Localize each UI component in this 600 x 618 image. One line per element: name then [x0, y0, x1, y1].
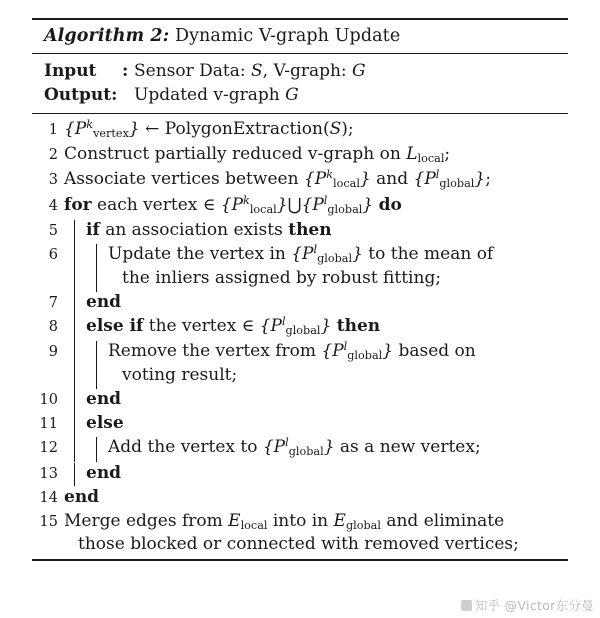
keyword-if: if: [86, 220, 100, 241]
io-block: [32, 54, 568, 113]
algorithm-line: [32, 118, 562, 142]
line-number: 14: [39, 489, 58, 506]
zhihu-logo-icon: [461, 600, 472, 611]
line-body: [64, 291, 562, 313]
line-continuation: voting result;: [122, 365, 238, 386]
line-number: 7: [48, 295, 58, 312]
line-number: 13: [39, 465, 58, 482]
input-value-pre: Sensor Data:: [134, 61, 252, 81]
keyword-end: end: [86, 292, 122, 313]
watermark-text: 知乎 @Victor东分曼: [474, 598, 594, 613]
line-body: [64, 388, 562, 410]
line-text: an association exists: [105, 220, 283, 241]
keyword-end: end: [86, 462, 122, 483]
input-sensor-symbol: S: [251, 61, 263, 81]
line-number: 6: [48, 247, 58, 264]
line-number: 15: [39, 513, 58, 530]
line-number: 8: [48, 319, 58, 335]
indent-bar: [74, 389, 75, 412]
algorithm-line: [32, 510, 562, 556]
indent-bar: [74, 437, 75, 462]
algorithm-line: [32, 340, 562, 386]
line-continuation: those blocked or connected with removed vertices;: [78, 534, 519, 555]
algorithm-title-row: [32, 20, 568, 53]
keyword-do: do: [378, 194, 402, 215]
line-number: 12: [39, 440, 58, 457]
line-number: 3: [48, 172, 58, 189]
keyword-else: else: [86, 413, 124, 434]
indent-bar: [96, 341, 97, 388]
keyword-end: end: [86, 389, 122, 410]
line-number: 10: [39, 392, 58, 409]
algorithm-line: [32, 219, 562, 241]
algorithm-block: [32, 18, 568, 561]
algorithm-line: [32, 436, 562, 460]
line-body: Add the vertex to $\{P^l_{global}\}$ as a new vertex;: [64, 436, 562, 460]
algorithm-line: [32, 412, 562, 434]
algorithm-line: [32, 486, 562, 508]
indent-bar: [74, 463, 75, 486]
line-number: 1: [48, 121, 58, 138]
line-body: Construct partially reduced v-graph on $L_{local}$;: [64, 143, 451, 166]
line-body: Associate vertices between $\{P^k_{local}\}$ and $\{P^l_{global}\}$;: [64, 168, 491, 191]
keyword-else-if: else if: [86, 316, 144, 336]
algorithm-line: [32, 168, 562, 192]
input-value-mid: , V-graph:: [262, 61, 353, 81]
bottom-rule: [32, 559, 568, 561]
line-body: for each vertex ∈ $\{P^k_{local}\}⋃\{P^l_{global}\}$ do: [64, 193, 402, 216]
algorithm-line: [32, 388, 562, 410]
keyword-then: then: [336, 316, 381, 336]
input-colon: :: [122, 61, 129, 81]
input-value: [134, 61, 366, 81]
line-body: [64, 462, 562, 484]
line-number: 5: [48, 223, 58, 240]
line-body: Merge edges from $E_{local}$ into in $E_{global}$ and eliminate those blocked or connected with removed vertices;: [64, 510, 562, 556]
line-body: [64, 412, 562, 434]
keyword-end: end: [64, 486, 100, 507]
input-label: Input: [44, 61, 97, 81]
keyword-for: for: [64, 194, 92, 215]
algorithm-lines: [32, 114, 568, 559]
watermark: [461, 596, 594, 614]
algorithm-title: Dynamic V-graph Update: [174, 26, 401, 46]
output-graph-symbol: G: [285, 85, 299, 105]
algorithm-line: [32, 243, 562, 289]
algorithm-line: [32, 194, 562, 218]
indent-bar: [96, 244, 97, 291]
output-value: [134, 85, 299, 105]
algorithm-line: [32, 291, 562, 313]
output-line: [44, 85, 558, 105]
indent-bar: [74, 413, 75, 436]
line-number: 11: [39, 416, 58, 433]
algorithm-line: [32, 143, 562, 167]
line-body: [64, 219, 562, 241]
indent-bar: [74, 244, 75, 291]
input-line: [44, 61, 558, 81]
output-label: Output:: [44, 85, 118, 105]
line-body: Remove the vertex from $\{P^l_{global}\}$ based on voting result;: [64, 340, 562, 386]
line-body: $\{P^k_{vertex}\}$ ← PolygonExtraction(S);: [64, 117, 354, 140]
indent-bar: [74, 220, 75, 243]
keyword-then: then: [288, 220, 332, 241]
output-value-pre: Updated v-graph: [134, 85, 286, 105]
indent-bar: [74, 316, 75, 341]
algorithm-line: [32, 315, 562, 339]
indent-bar: [74, 341, 75, 388]
line-body: else if the vertex ∈ $\{P^l_{global}\}$ then: [64, 315, 562, 339]
line-number: 9: [48, 344, 58, 361]
line-continuation: the inliers assigned by robust fitting;: [122, 268, 442, 289]
input-graph-symbol: G: [352, 61, 366, 81]
line-number: 4: [48, 197, 58, 214]
algorithm-label: Algorithm 2:: [44, 26, 170, 46]
line-body: [64, 486, 562, 508]
line-number: 2: [48, 146, 58, 163]
indent-bar: [74, 292, 75, 315]
indent-bar: [96, 437, 97, 462]
line-body: Update the vertex in $\{P^l_{global}\}$ to the mean of the inliers assigned by robust fitting;: [64, 243, 562, 289]
algorithm-line: [32, 462, 562, 484]
